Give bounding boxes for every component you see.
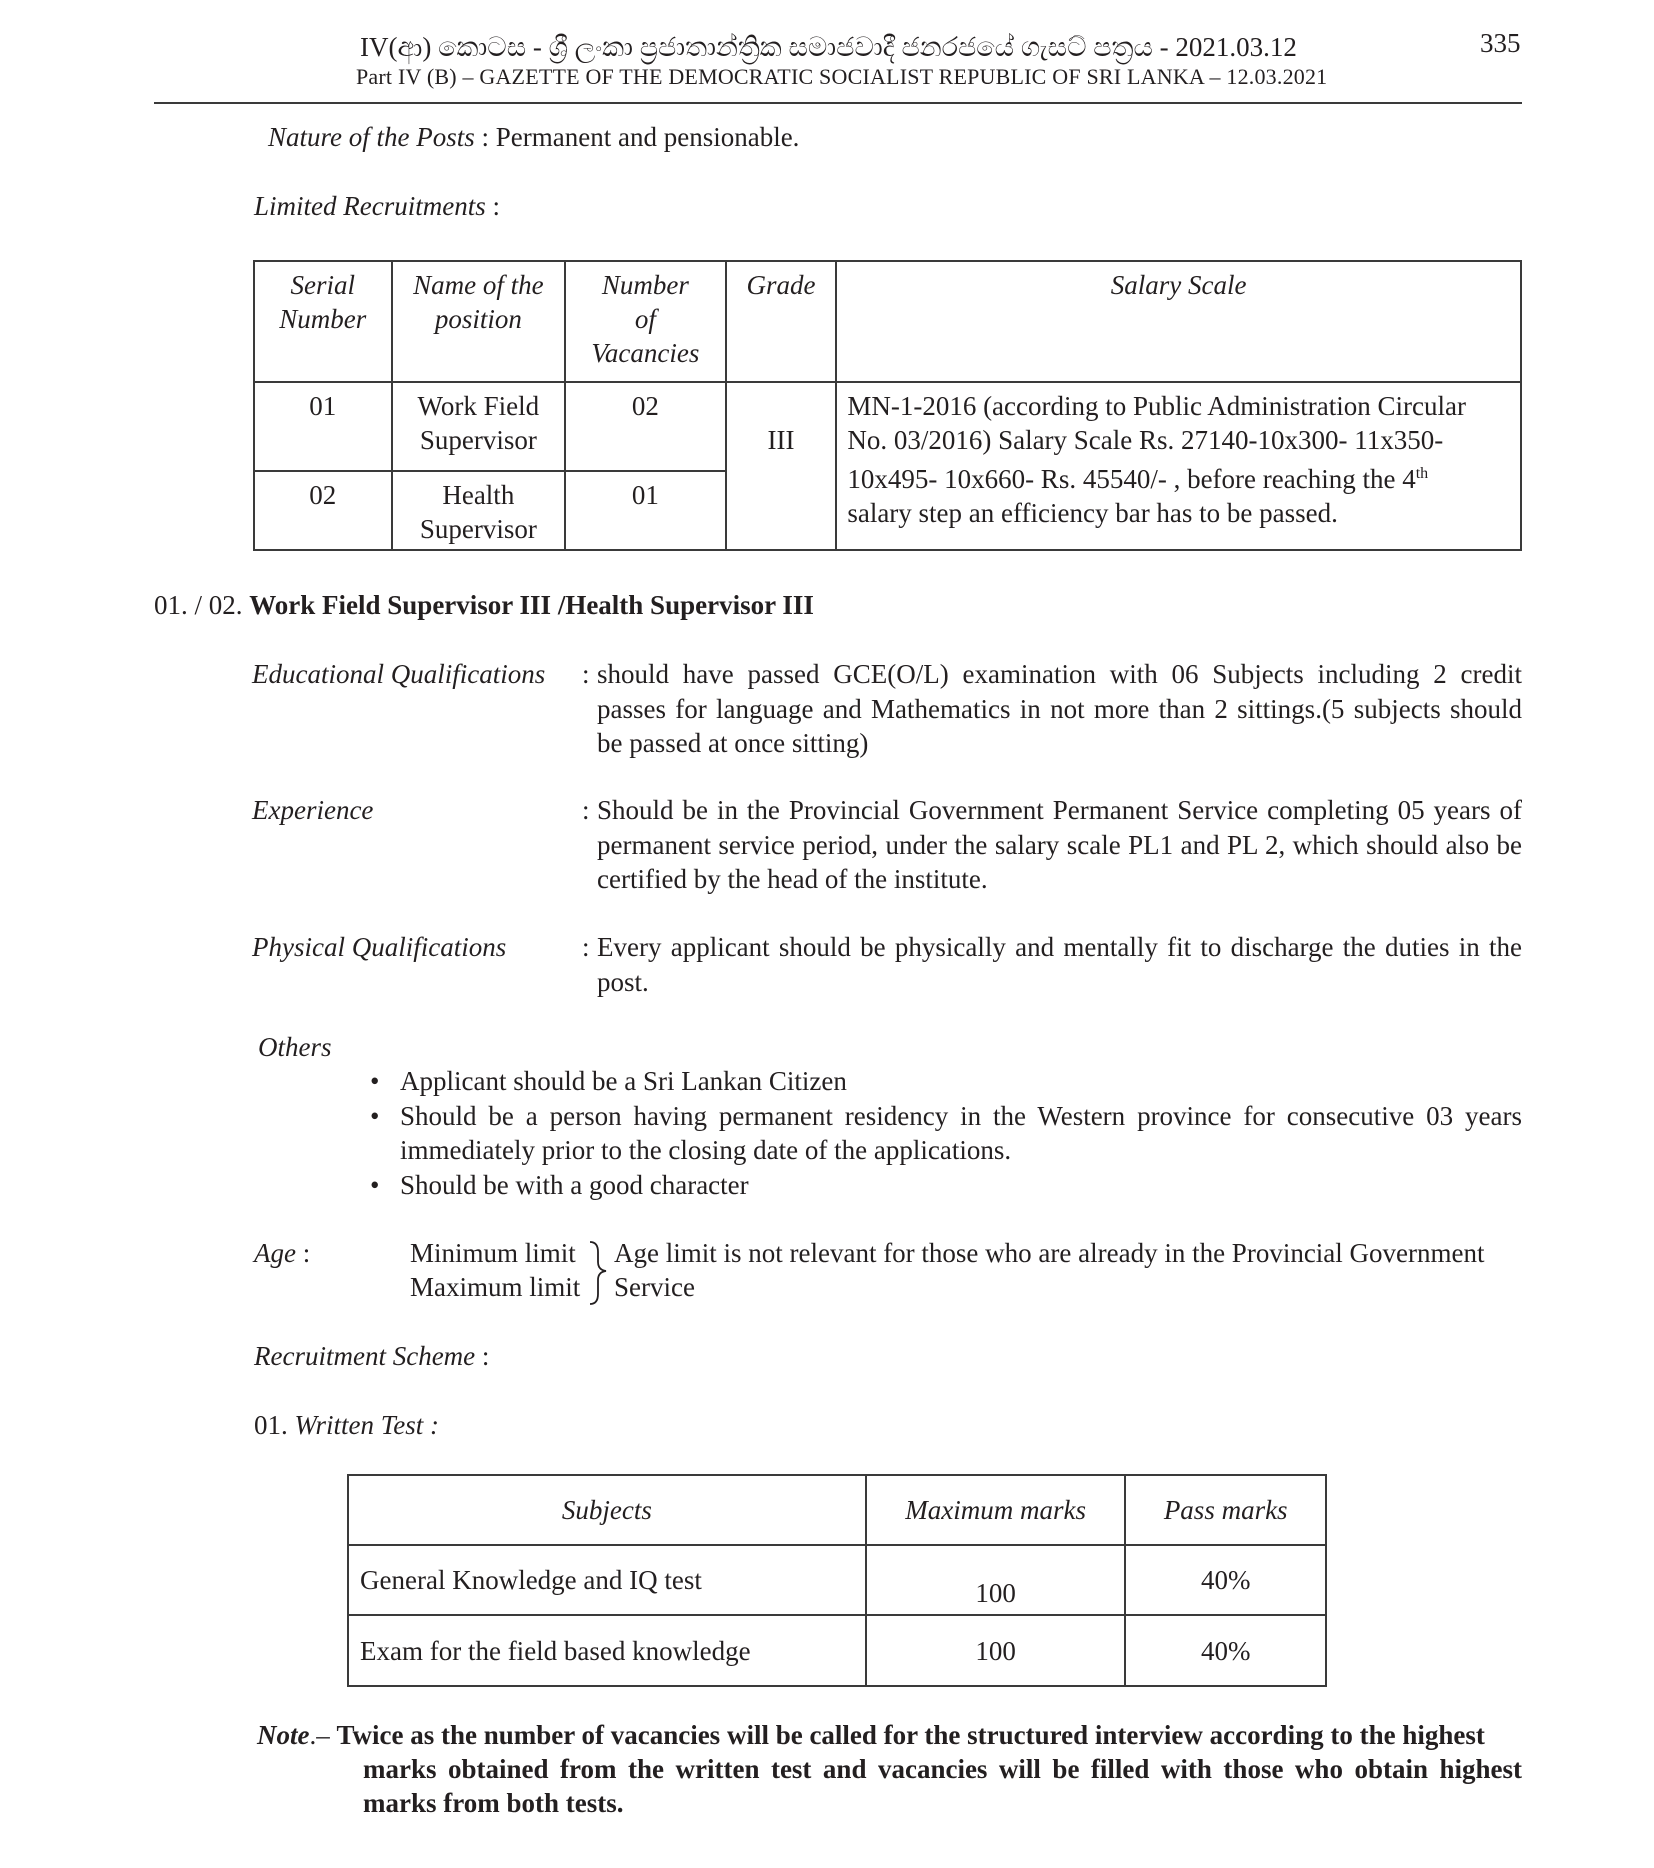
- row2-position-line2: Supervisor: [419, 514, 537, 544]
- nature-value: Permanent and pensionable.: [495, 122, 800, 152]
- recruitment-sep: :: [475, 1341, 490, 1371]
- header-grade: Grade: [726, 261, 837, 382]
- salary-line1: MN-1-2016 (according to Public Administration Circular: [847, 391, 1466, 421]
- note-text-line1: Twice as the number of vacancies will be called for the structured interview according to the highest: [336, 1720, 1485, 1750]
- others-label: Others: [258, 1032, 332, 1062]
- physical-text: Every applicant should be physically and mentally fit to discharge the duties in the post.: [597, 932, 1522, 997]
- list-item: • Should be with a good character: [370, 1168, 1522, 1203]
- row2-position-line1: Health: [442, 480, 515, 510]
- header-name-line1: Name of the: [413, 270, 544, 300]
- marks-maximum: 100: [866, 1545, 1126, 1615]
- list-item: • Applicant should be a Sri Lankan Citizen: [370, 1064, 1522, 1099]
- physical-colon: :: [582, 932, 590, 962]
- row2-position: [392, 471, 566, 550]
- section-heading: [154, 588, 814, 622]
- grade-cell: III: [726, 382, 837, 550]
- nature-label: Nature of the Posts: [268, 122, 475, 152]
- limited-label: Limited Recruitments: [254, 191, 486, 221]
- section-title: Work Field Supervisor III /Health Supervisor III: [249, 590, 814, 620]
- written-number: 01.: [254, 1410, 288, 1440]
- marks-subject: General Knowledge and IQ test: [348, 1545, 866, 1615]
- row1-vacancies: 02: [565, 382, 726, 471]
- header-rule: [154, 102, 1522, 104]
- educational-text: should have passed GCE(O/L) examination with 06 Subjects including 2 credit passes for language and Mathematics in not more than 2 sittings.(5 subjects should be passed at once sitting): [597, 659, 1522, 758]
- experience-label: Experience: [252, 795, 374, 825]
- note-label: Note: [257, 1720, 310, 1750]
- header-position-name: [392, 261, 566, 382]
- educational-label: Educational Qualifications: [252, 659, 546, 689]
- page-number: 335: [1480, 28, 1521, 58]
- marks-table: [347, 1474, 1327, 1687]
- marks-pass: 40%: [1125, 1545, 1326, 1615]
- header-vacancies: [565, 261, 726, 382]
- salary-line2: No. 03/2016) Salary Scale Rs. 27140-10x300- 11x350-: [847, 425, 1444, 455]
- header-num-line2: of: [634, 304, 656, 334]
- row1-position-line1: Work Field: [417, 391, 540, 421]
- header-num-line3: Vacancies: [591, 338, 700, 368]
- header-num-line1: Number: [601, 270, 689, 300]
- educational-colon: :: [582, 659, 590, 689]
- nature-of-posts: [268, 120, 799, 154]
- header-pass-marks: Pass marks: [1125, 1475, 1326, 1545]
- physical-label: Physical Qualifications: [252, 932, 507, 962]
- age-note-line1: Age limit is not relevant for those who are already in the Provincial Government: [614, 1238, 1485, 1268]
- salary-superscript: th: [1415, 465, 1429, 482]
- written-label: Written Test :: [294, 1410, 440, 1440]
- row1-position: [392, 382, 566, 471]
- age-label: Age: [254, 1238, 296, 1268]
- age-sep: :: [295, 1238, 311, 1268]
- salary-line3: [847, 457, 1510, 496]
- row2-vacancies: 01: [565, 471, 726, 550]
- marks-header-row: [348, 1475, 1326, 1545]
- recruitment-label: Recruitment Scheme: [254, 1341, 476, 1371]
- experience-colon: :: [582, 795, 590, 825]
- row1-position-line2: Supervisor: [419, 425, 537, 455]
- note-line2: marks obtained from the written test and vacancies will be filled with those who obtain highest: [363, 1754, 1522, 1784]
- header-subjects: Subjects: [348, 1475, 866, 1545]
- table-row: [348, 1545, 1326, 1615]
- note-line3: marks from both tests.: [363, 1788, 624, 1818]
- vacancy-header-row: [254, 261, 1521, 382]
- written-test-heading: [254, 1408, 439, 1442]
- header-serial-number: [254, 261, 392, 382]
- experience-text: Should be in the Provincial Government Permanent Service completing 05 years of permanent service period, under the salary scale PL1 and PL 2, which should also be certified by the head of the institute.: [597, 795, 1522, 894]
- header-serial-line2: Number: [279, 304, 367, 334]
- marks-maximum: 100: [866, 1615, 1126, 1686]
- section-number: 01. / 02.: [154, 590, 243, 620]
- row2-serial: 02: [254, 471, 392, 550]
- age-minimum: Minimum limit: [410, 1238, 576, 1268]
- table-row: [348, 1615, 1326, 1686]
- nature-sep: :: [474, 122, 496, 152]
- limited-recruitments: [254, 189, 500, 223]
- age-note-line2: Service: [614, 1272, 695, 1302]
- salary-scale-cell: [836, 382, 1521, 550]
- brace-icon: [588, 1240, 610, 1306]
- note-dash: .–: [309, 1720, 337, 1750]
- recruitment-scheme: [254, 1339, 489, 1373]
- header-salary-scale: Salary Scale: [836, 261, 1521, 382]
- age-label-line: [254, 1236, 310, 1270]
- list-item: • Should be a person having permanent residency in the Western province for consecutive 03 years immediately prior to the closing date of the applications.: [370, 1099, 1522, 1168]
- vacancy-row: [254, 382, 1521, 471]
- header-maximum-marks: Maximum marks: [866, 1475, 1126, 1545]
- others-list: [370, 1064, 1522, 1202]
- marks-pass: 40%: [1125, 1615, 1326, 1686]
- age-maximum: Maximum limit: [410, 1272, 581, 1302]
- header-serial-line1: Serial: [290, 270, 356, 300]
- header-sinhala-line: IV(ආ) කොටස - ශ්‍රී ලංකා ප්‍රජාතාන්ත්‍රික සමාජවාදී ජනරජයේ ගැසට් පත්‍රය - 2021.03.12: [360, 32, 1297, 62]
- marks-subject: Exam for the field based knowledge: [348, 1615, 866, 1686]
- limited-sep: :: [485, 191, 500, 221]
- salary-line3-text: 10x495- 10x660- Rs. 45540/- , before reaching the 4: [847, 464, 1416, 494]
- header-name-line2: position: [434, 304, 522, 334]
- row1-serial: 01: [254, 382, 392, 471]
- vacancy-table: [253, 260, 1522, 551]
- salary-line4: salary step an efficiency bar has to be passed.: [847, 498, 1338, 528]
- header-english-line: Part IV (B) – GAZETTE OF THE DEMOCRATIC SOCIALIST REPUBLIC OF SRI LANKA – 12.03.2021: [356, 64, 1328, 89]
- note-line1: [257, 1718, 1485, 1752]
